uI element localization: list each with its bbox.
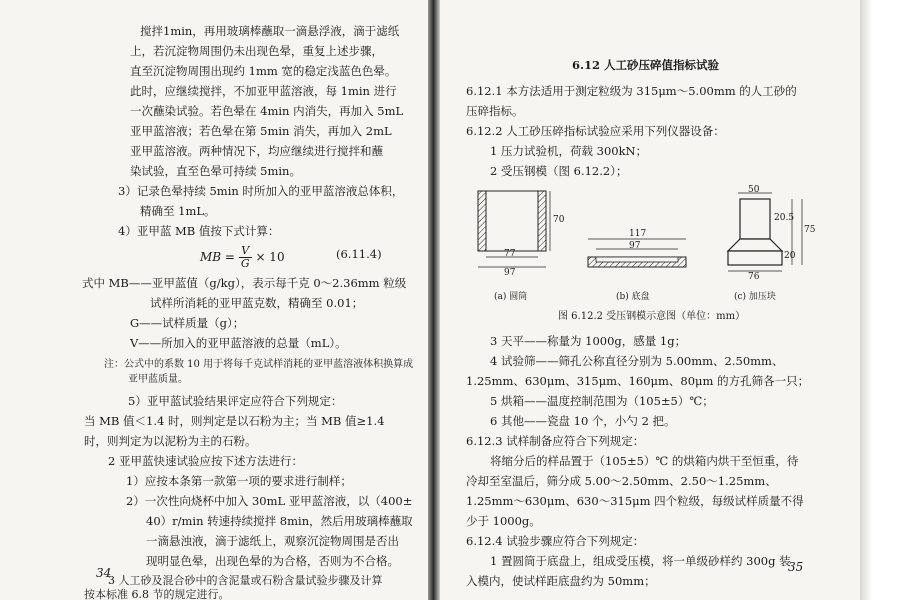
text-line: 6 其他——瓷盘 10 个，小勺 2 把。 (490, 414, 676, 428)
text-line: 按本标准 6.8 节的规定进行。 (84, 588, 230, 600)
dim-a-bottom: 97 (504, 268, 516, 278)
steel-mold-figure (476, 185, 816, 305)
page-edge (860, 0, 900, 600)
figure-caption: 图 6.12.2 受压钢模示意图（单位：mm） (558, 311, 746, 322)
text-line: 6.12.3 试样制备应符合下列规定： (466, 434, 645, 448)
text-line: 当 MB 值＜1.4 时，则判定是以石粉为主；当 MB 值≥1.4 (84, 414, 385, 428)
dim-b-inner: 97 (629, 241, 641, 251)
text-line: 一滴悬浊液，滴于滤纸上，观察沉淀物周围是否出 (146, 534, 399, 548)
text-line: 5 烘箱——温度控制范围为（105±5）℃； (490, 394, 714, 408)
formula-rhs: × 10 (255, 250, 285, 264)
text-line: 4）亚甲蓝 MB 值按下式计算： (118, 224, 280, 238)
text-line: 精确至 1mL。 (140, 204, 216, 218)
label-base-plate: (b) 底盘 (616, 292, 650, 302)
dim-a-top: 77 (504, 249, 516, 259)
page-number-left: 34 (96, 566, 112, 580)
text-line: 3 天平——称量为 1000g，感量 1g； (490, 334, 687, 348)
text-line: 5）亚甲蓝试验结果评定应符合下列规定： (128, 394, 343, 408)
dim-c-bottom: 76 (748, 272, 760, 282)
book-spine (428, 0, 440, 600)
left-page (0, 0, 428, 600)
text-line: 上，若沉淀物周围仍未出现色晕，重复上述步骤， (130, 44, 383, 58)
where-line: G——试样质量（g）； (130, 316, 245, 330)
text-line: 亚甲蓝溶液；若色晕在第 5min 消失，再加入 2mL (130, 124, 392, 138)
text-line: 1 置圆筒于底盘上，组成受压模，将一单级砂样约 300g 装 (490, 554, 791, 568)
text-line: 6.12.1 本方法适用于测定粒级为 315μm～5.00mm 的人工砂的 (466, 84, 797, 98)
formula-fraction (239, 245, 252, 270)
formula-numerator: V (239, 245, 252, 258)
text-line: 1.25mm～630μm、630～315μm 四个粒级，每级试样质量不得 (466, 494, 804, 508)
text-line: 直至沉淀物周围出现约 1mm 宽的稳定浅蓝色色晕。 (130, 64, 397, 78)
mb-formula (200, 245, 285, 270)
text-line: 1）应按本条第一款第一项的要求进行制样； (126, 474, 352, 488)
text-line: 亚甲蓝溶液。两种情况下，均应继续进行搅拌和蘸 (130, 144, 383, 158)
where-line: V——所加入的亚甲蓝溶液的总量（mL）。 (130, 336, 347, 350)
page-number-right: 35 (788, 560, 804, 574)
text-line: 3 人工砂及混合砂中的含泥量或石粉含量试验步骤及计算 (108, 574, 383, 587)
dim-c-height1: 20.5 (774, 213, 795, 223)
text-line: 2）一次性向烧杯中加入 30mL 亚甲蓝溶液，以（400± (126, 494, 413, 508)
steel-mold-diagram (476, 185, 816, 305)
dim-c-top: 50 (748, 185, 760, 195)
text-line: 一次蘸染试验。若色晕在 4min 内消失，再加入 5mL (130, 104, 404, 118)
section-title: 6.12 人工砂压碎值指标试验 (572, 58, 720, 72)
dim-c-height3: 20 (784, 251, 796, 261)
formula-tag: (6.11.4) (336, 247, 382, 261)
text-line: 40）r/min 转速持续搅拌 8min，然后用玻璃棒蘸取 (146, 514, 413, 528)
text-line: 压碎指标。 (466, 104, 524, 118)
text-line: 将缩分后的样品置于（105±5）℃ 的烘箱内烘干至恒重，待 (490, 454, 799, 468)
formula-lhs: MB = (200, 250, 235, 264)
note-line: 亚甲蓝质量。 (128, 374, 188, 385)
text-line: 此时，应继续搅拌，不加亚甲蓝溶液，每 1min 进行 (130, 84, 397, 98)
text-line: 2 亚甲蓝快速试验应按下述方法进行： (108, 454, 303, 468)
text-line: 1.25mm、630μm、315μm、160μm、80μm 的方孔筛各一只； (466, 374, 810, 388)
text-line: 搅拌1min，再用玻璃棒蘸取一滴悬浮液，滴于滤纸 (140, 24, 400, 38)
dim-a-height: 70 (553, 215, 565, 225)
dim-b-top: 117 (629, 229, 647, 239)
formula-denominator: G (240, 257, 250, 270)
dim-c-height2: 75 (804, 225, 816, 235)
text-line: 2 受压钢模（图 6.12.2）； (490, 164, 628, 178)
label-cylinder: (a) 圆筒 (494, 292, 528, 302)
text-line: 时，则判定为以泥粉为主的石粉。 (84, 434, 257, 448)
text-line: 冷却至室温后，筛分成 5.00～2.50mm、2.50～1.25mm、 (466, 474, 777, 488)
text-line: 入模内，使试样距底盘约为 50mm； (466, 574, 656, 588)
text-line: 6.12.4 试验步骤应符合下列规定： (466, 534, 645, 548)
note-line: 注：公式中的系数 10 用于将每千克试样消耗的亚甲蓝溶液体积换算成 (104, 359, 414, 370)
text-line: 少于 1000g。 (466, 514, 541, 528)
text-line: 3）记录色晕持续 5min 时所加入的亚甲蓝溶液总体积， (118, 184, 404, 198)
text-line: 4 试验筛——筛孔公称直径分别为 5.00mm、2.50mm、 (490, 354, 784, 368)
text-line: 染试验，直至色晕可持续 5min。 (130, 164, 301, 178)
text-line: 1 压力试验机，荷载 300kN； (490, 144, 648, 158)
label-pressing-block: (c) 加压块 (734, 292, 776, 302)
where-line: 式中 MB——亚甲蓝值（g/kg），表示每千克 0～2.36mm 粒级 (82, 276, 407, 290)
text-line: 现明显色晕，出现色晕的为合格，否则为不合格。 (146, 554, 399, 568)
where-line: 试样所消耗的亚甲蓝克数，精确至 0.01； (150, 296, 364, 310)
text-line: 6.12.2 人工砂压碎指标试验应采用下列仪器设备： (466, 124, 725, 138)
